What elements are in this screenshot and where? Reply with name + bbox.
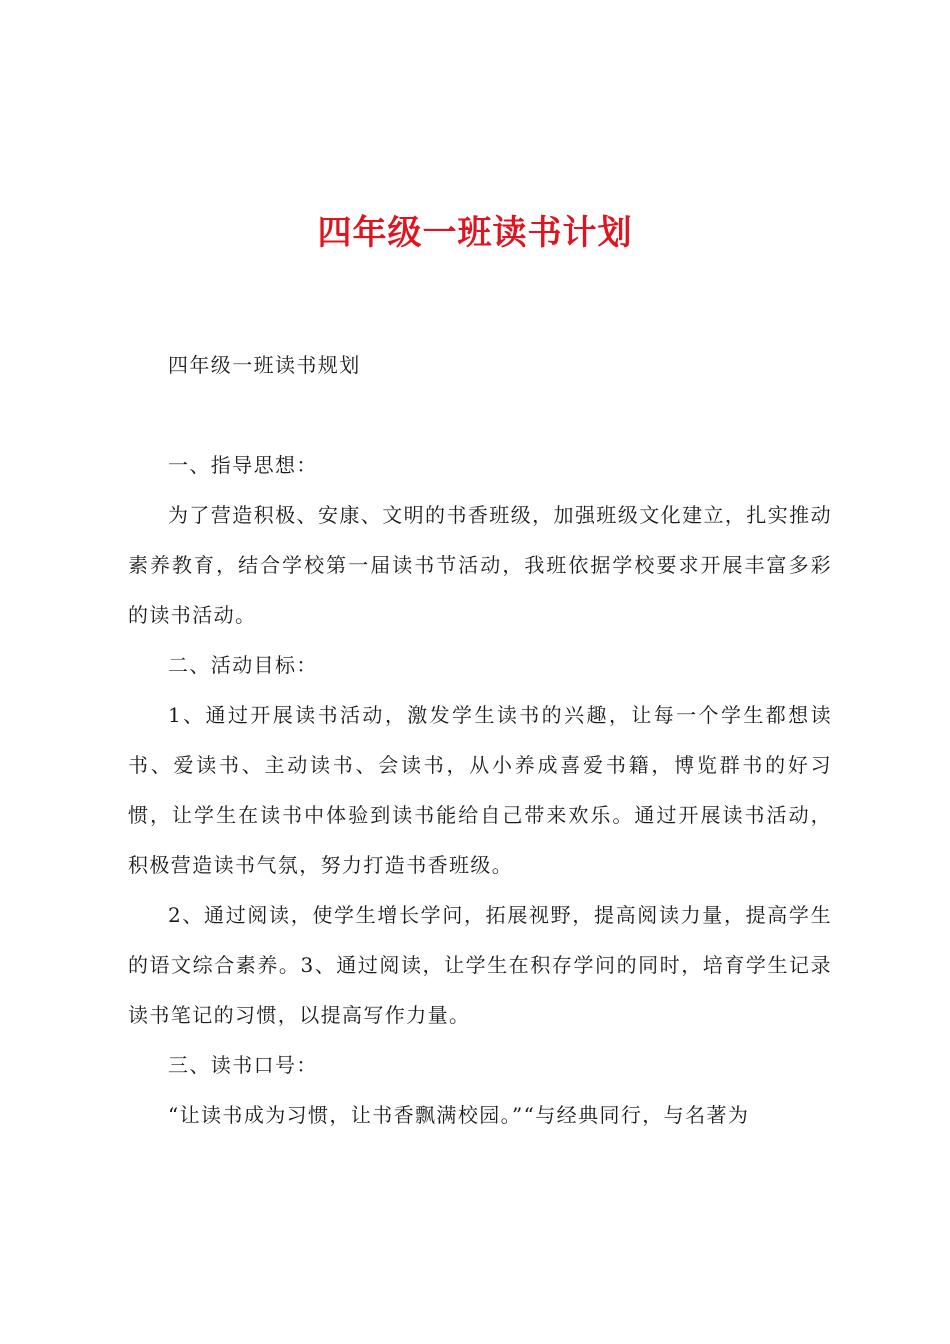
document-body [128, 340, 832, 1140]
section-heading-activity-goals: 二、活动目标： [168, 653, 318, 677]
blank-line [128, 390, 832, 440]
goal-paragraph-2: 2、通过阅读，使学生增长学问，拓展视野，提高阅读力量，提高学生的语文综合素养。3、通过阅读，让学生在积存学问的同时，培育学生记录读书笔记的习惯，以提高写作力量。 [128, 903, 832, 1027]
section-heading-guiding-thought: 一、指导思想： [168, 453, 318, 477]
goal-paragraph-1: 1、通过开展读书活动，激发学生读书的兴趣，让每一个学生都想读书、爱读书、主动读书、会读书，从小养成喜爱书籍，博览群书的好习惯，让学生在读书中体验到读书能给自己带来欢乐。通过开展读书活动，积极营造读书气氛，努力打造书香班级。 [128, 703, 832, 877]
section-heading-slogans: 三、读书口号： [168, 1053, 318, 1077]
plan-subtitle: 四年级一班读书规划 [168, 353, 361, 377]
guiding-thought-paragraph: 为了营造积极、安康、文明的书香班级，加强班级文化建立，扎实推动素养教育，结合学校第一届读书节活动，我班依据学校要求开展丰富多彩的读书活动。 [128, 503, 832, 627]
document-title: 四年级一班读书计划 [317, 213, 633, 253]
slogan-paragraph: “让读书成为习惯，让书香飘满校园。”“与经典同行，与名著为 [168, 1103, 750, 1127]
